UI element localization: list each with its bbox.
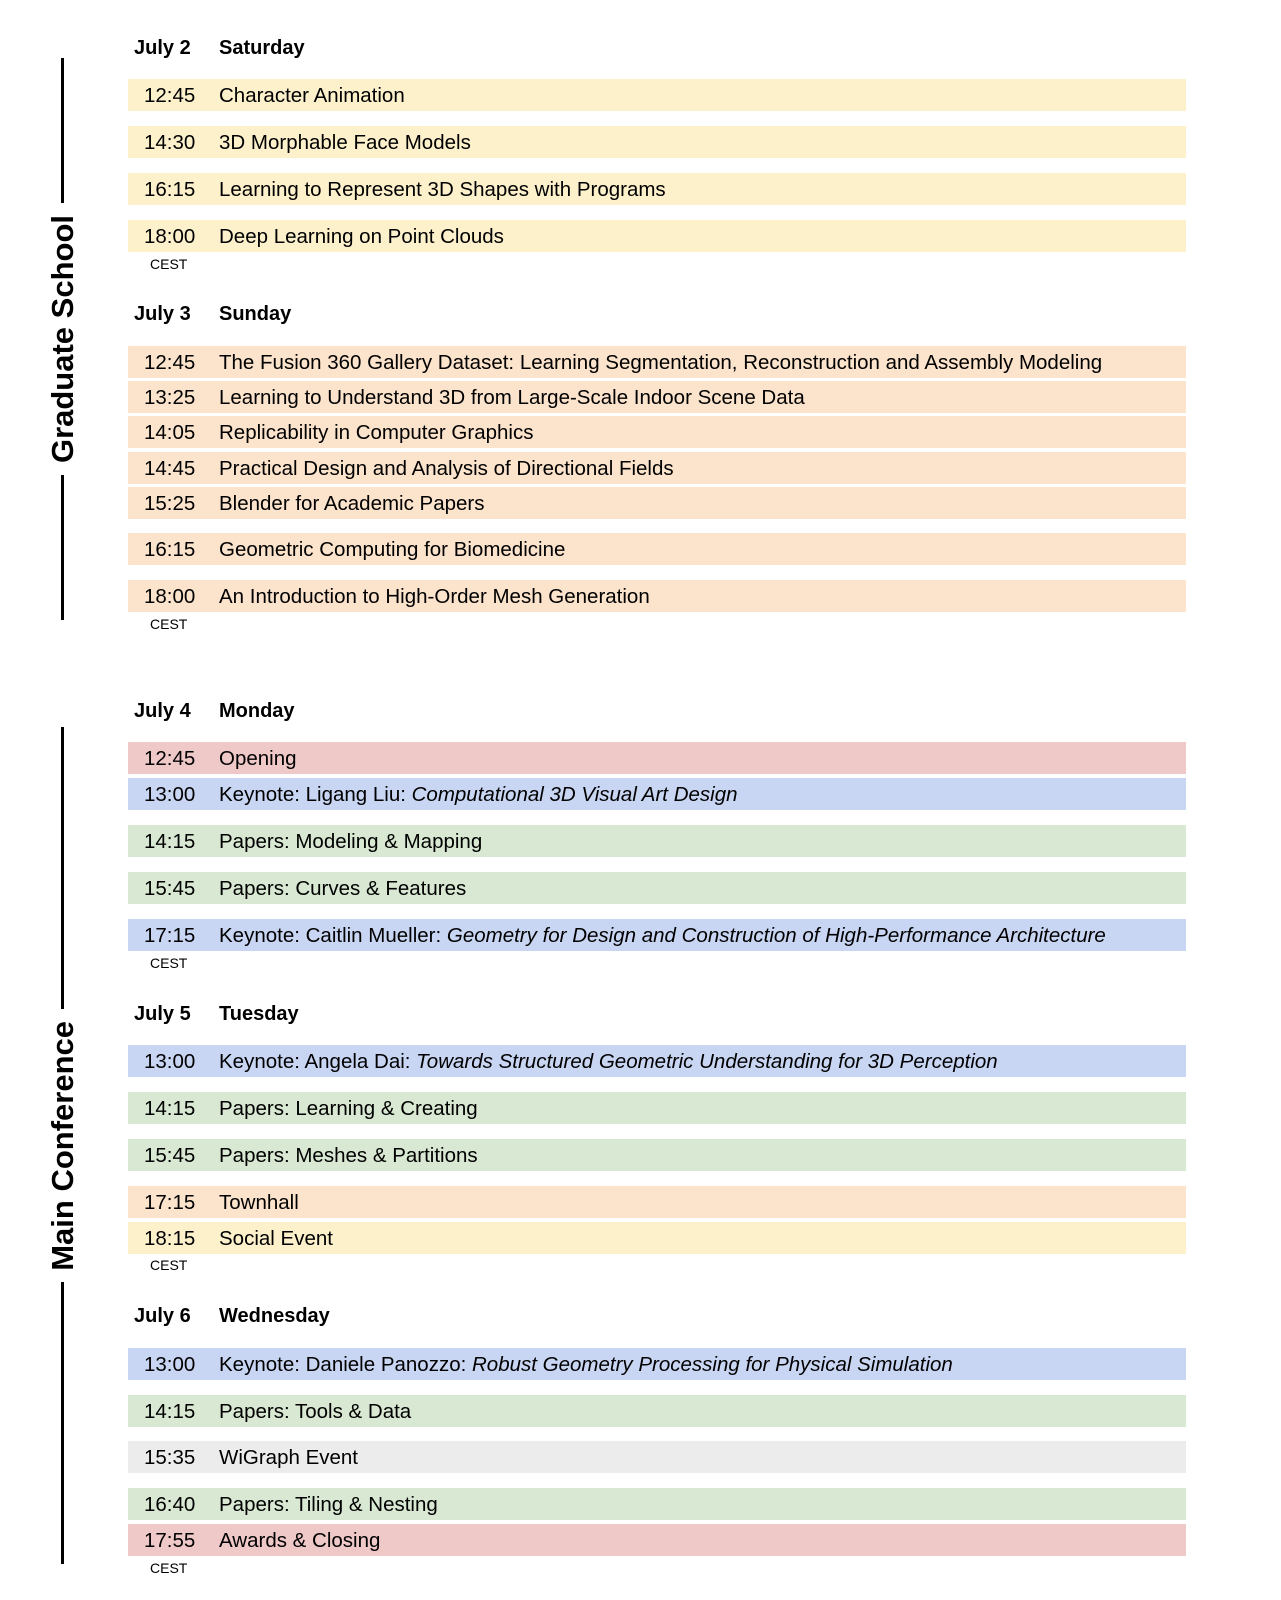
section-line [61, 727, 64, 1009]
session-row [128, 872, 1186, 904]
session-time: 14:30 [144, 131, 196, 154]
session-time: 13:00 [144, 1050, 196, 1073]
session-row [128, 533, 1186, 565]
timezone-label: CEST [150, 1560, 188, 1576]
session-row [128, 1092, 1186, 1124]
day-weekday: Sunday [219, 303, 292, 325]
day-date: July 3 [134, 303, 191, 325]
section-line [61, 475, 64, 620]
session-title: Character Animation [219, 84, 405, 107]
session-row [128, 487, 1186, 519]
session-time: 16:15 [144, 538, 196, 561]
day-weekday: Saturday [219, 37, 305, 59]
session-time: 12:45 [144, 84, 196, 107]
session-row [128, 1045, 1186, 1077]
session-title: Social Event [219, 1227, 333, 1250]
session-time: 13:00 [144, 783, 196, 806]
session-time: 12:45 [144, 351, 196, 374]
session-title: Papers: Tools & Data [219, 1400, 412, 1423]
day-date: July 2 [134, 37, 191, 59]
session-title: 3D Morphable Face Models [219, 131, 471, 154]
session-row [128, 1524, 1186, 1556]
session-title: Learning to Represent 3D Shapes with Programs [219, 178, 666, 201]
session-row [128, 220, 1186, 252]
section-title: Main Conference [44, 1020, 80, 1271]
session-row [128, 742, 1186, 774]
session-title: Townhall [219, 1191, 299, 1214]
timezone-label: CEST [150, 616, 188, 632]
session-title: WiGraph Event [219, 1446, 358, 1469]
section-label-graduate-school [27, 58, 97, 620]
keynote-speaker: Keynote: Caitlin Mueller: [219, 924, 447, 947]
session-title: Deep Learning on Point Clouds [219, 225, 504, 248]
day-date: July 6 [134, 1305, 191, 1327]
session-time: 13:00 [144, 1353, 196, 1376]
session-row [128, 1139, 1186, 1171]
session-time: 16:15 [144, 178, 196, 201]
timezone-label: CEST [150, 955, 188, 971]
session-time: 14:05 [144, 421, 196, 444]
session-title: Replicability in Computer Graphics [219, 421, 534, 444]
session-row [128, 381, 1186, 413]
session-row [128, 825, 1186, 857]
session-row [128, 126, 1186, 158]
session-time: 15:35 [144, 1446, 196, 1469]
session-time: 16:40 [144, 1493, 196, 1516]
session-row [128, 580, 1186, 612]
session-title: Papers: Modeling & Mapping [219, 830, 483, 853]
session-row [128, 346, 1186, 378]
session-row [128, 1441, 1186, 1473]
session-title: Practical Design and Analysis of Directional Fields [219, 457, 674, 480]
session-row [128, 1488, 1186, 1520]
day-date: July 5 [134, 1003, 191, 1025]
session-title [219, 1050, 998, 1074]
session-title: Blender for Academic Papers [219, 492, 485, 515]
section-label-main-conference [27, 727, 97, 1564]
session-row [128, 919, 1186, 951]
session-time: 18:15 [144, 1227, 196, 1250]
day-weekday: Wednesday [219, 1305, 330, 1327]
session-time: 14:15 [144, 830, 196, 853]
session-time: 14:45 [144, 457, 196, 480]
session-row [128, 1186, 1186, 1218]
session-time: 13:25 [144, 386, 196, 409]
session-time: 12:45 [144, 747, 196, 770]
session-time: 18:00 [144, 225, 196, 248]
session-row [128, 1222, 1186, 1254]
keynote-talk-title: Robust Geometry Processing for Physical Simulation [472, 1353, 953, 1376]
day-weekday: Monday [219, 700, 295, 722]
section-line [61, 1282, 64, 1564]
session-title [219, 924, 1106, 948]
session-title: Learning to Understand 3D from Large-Scale Indoor Scene Data [219, 386, 805, 409]
session-title [219, 1353, 953, 1377]
session-time: 14:15 [144, 1097, 196, 1120]
session-time: 18:00 [144, 585, 196, 608]
section-line [61, 58, 64, 203]
timezone-label: CEST [150, 256, 188, 272]
keynote-speaker: Keynote: Daniele Panozzo: [219, 1353, 472, 1376]
session-row [128, 79, 1186, 111]
keynote-talk-title: Computational 3D Visual Art Design [411, 783, 738, 806]
session-title: Awards & Closing [219, 1529, 381, 1552]
session-time: 15:45 [144, 1144, 196, 1167]
session-time: 14:15 [144, 1400, 196, 1423]
session-title: An Introduction to High-Order Mesh Generation [219, 585, 650, 608]
keynote-talk-title: Geometry for Design and Construction of High-Performance Architecture [446, 924, 1106, 947]
section-title: Graduate School [44, 214, 80, 464]
session-time: 15:25 [144, 492, 196, 515]
session-title [219, 783, 738, 807]
day-date: July 4 [134, 700, 191, 722]
session-time: 17:15 [144, 924, 196, 947]
session-title: Geometric Computing for Biomedicine [219, 538, 566, 561]
session-title: The Fusion 360 Gallery Dataset: Learning Segmentation, Reconstruction and Assembly Modeling [219, 351, 1103, 374]
keynote-speaker: Keynote: Angela Dai: [219, 1050, 417, 1073]
session-row [128, 452, 1186, 484]
session-row [128, 778, 1186, 810]
day-weekday: Tuesday [219, 1003, 299, 1025]
session-time: 17:15 [144, 1191, 196, 1214]
session-time: 17:55 [144, 1529, 196, 1552]
timezone-label: CEST [150, 1257, 188, 1273]
session-title: Papers: Curves & Features [219, 877, 467, 900]
session-title: Opening [219, 747, 297, 770]
keynote-speaker: Keynote: Ligang Liu: [219, 783, 412, 806]
session-row [128, 1348, 1186, 1380]
session-row [128, 173, 1186, 205]
session-row [128, 416, 1186, 448]
session-title: Papers: Tiling & Nesting [219, 1493, 438, 1516]
session-title: Papers: Meshes & Partitions [219, 1144, 478, 1167]
keynote-talk-title: Towards Structured Geometric Understanding for 3D Perception [416, 1050, 998, 1073]
session-row [128, 1395, 1186, 1427]
session-time: 15:45 [144, 877, 196, 900]
session-title: Papers: Learning & Creating [219, 1097, 478, 1120]
